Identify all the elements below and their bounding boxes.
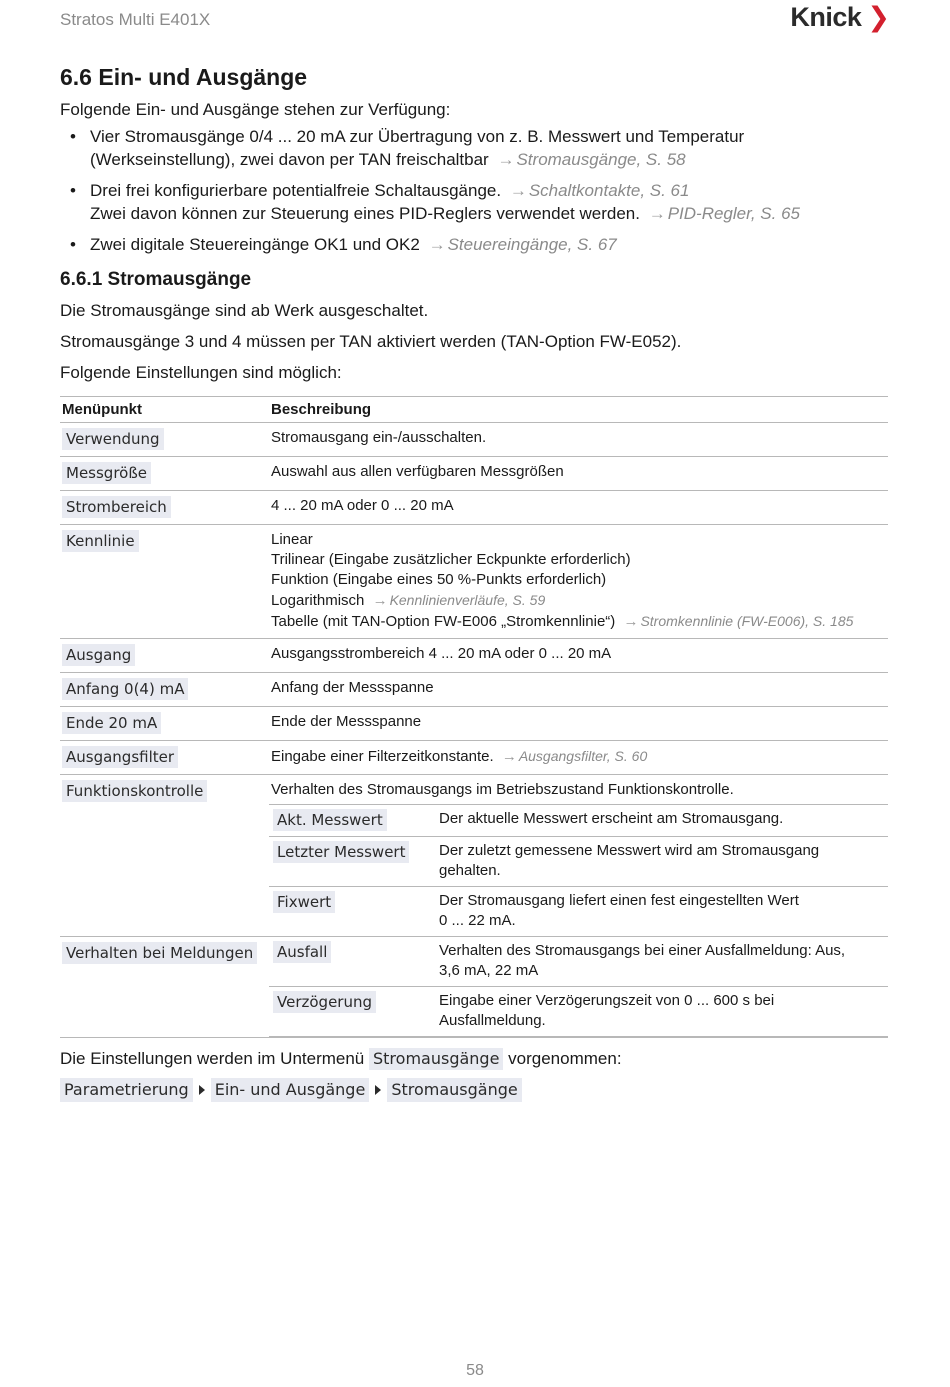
- description-text: Ausfallmeldung.: [439, 1012, 546, 1029]
- row-description: Verhalten des Stromausgangs im Betriebszustand Funktionskontrolle.: [269, 775, 888, 805]
- row-description-group: [269, 775, 888, 937]
- page-number: 58: [466, 1362, 484, 1379]
- description-text: 0 ... 22 mA.: [439, 912, 516, 929]
- menu-item-verwendung[interactable]: Verwendung: [62, 428, 164, 450]
- breadcrumb-item-parametrierung[interactable]: Parametrierung: [60, 1078, 193, 1102]
- bullet-text: Vier Stromausgänge 0/4 ... 20 mA zur Übertragung von z. B. Messwert und Temperatur: [90, 127, 745, 146]
- description-text: Der zuletzt gemessene Messwert wird am Stromausgang: [439, 842, 820, 859]
- table-row: [60, 673, 888, 707]
- sub-row: [269, 937, 888, 987]
- breadcrumb-separator-icon: [375, 1085, 381, 1095]
- cross-reference-link[interactable]: PID-Regler, S. 65: [667, 204, 800, 223]
- table-row: [60, 525, 888, 639]
- subsection-title: 6.6.1 Stromausgänge: [60, 269, 252, 290]
- cross-reference-link[interactable]: Steuereingänge, S. 67: [447, 235, 617, 254]
- curve-option: Tabelle (mit TAN-Option FW-E006 „Stromkennlinie“): [271, 613, 616, 630]
- table-row: [60, 491, 888, 525]
- option-ausfall[interactable]: Ausfall: [273, 941, 331, 963]
- option-description: [435, 887, 888, 937]
- option-description: [435, 937, 888, 987]
- page-content: [60, 60, 888, 1102]
- submenu-stromausgaenge[interactable]: Stromausgänge: [369, 1048, 503, 1070]
- curve-option: Logarithmisch: [271, 592, 365, 609]
- arrow-icon: →: [372, 592, 388, 609]
- row-description: [269, 525, 888, 639]
- table-row: [60, 639, 888, 673]
- row-description: Stromausgang ein-/ausschalten.: [269, 423, 888, 457]
- submenu-instruction: [60, 1044, 888, 1074]
- row-description: Ende der Messspanne: [269, 707, 888, 741]
- arrow-icon: →: [509, 181, 527, 200]
- logo-chevron-icon: ❯: [867, 2, 890, 32]
- table-row: [60, 457, 888, 491]
- sub-row: [269, 805, 888, 837]
- menu-item-anfang[interactable]: Anfang 0(4) mA: [62, 678, 188, 700]
- curve-option: Linear: [271, 531, 313, 548]
- brand-logo: [790, 2, 890, 33]
- option-description: Der aktuelle Messwert erscheint am Stromausgang.: [439, 810, 784, 827]
- row-description-group: [269, 937, 888, 1038]
- menu-item-funktionskontrolle[interactable]: Funktionskontrolle: [62, 780, 207, 802]
- instruction-text: vorgenommen:: [508, 1049, 622, 1068]
- option-fixwert[interactable]: Fixwert: [273, 891, 335, 913]
- sub-table: [269, 805, 888, 936]
- description-text: gehalten.: [439, 862, 501, 879]
- description-text: Der Stromausgang liefert einen fest eingestellten Wert: [439, 892, 799, 909]
- bullet-text: Drei frei konfigurierbare potentialfreie Schaltausgänge.: [90, 181, 502, 200]
- sub-row: [269, 887, 888, 937]
- option-description: [435, 837, 888, 887]
- column-header-menu: Menüpunkt: [60, 397, 269, 423]
- cross-reference-link[interactable]: Schaltkontakte, S. 61: [528, 181, 690, 200]
- menu-item-ausgang[interactable]: Ausgang: [62, 644, 135, 666]
- description-text: 3,6 mA, 22 mA: [439, 962, 539, 979]
- menu-item-ausgangsfilter[interactable]: Ausgangsfilter: [62, 746, 178, 768]
- list-item: [60, 179, 888, 225]
- table-row: [60, 741, 888, 775]
- description-text: Eingabe einer Verzögerungszeit von 0 ... 600 s bei: [439, 992, 775, 1009]
- sub-table: [269, 937, 888, 1037]
- settings-table: [60, 396, 888, 1038]
- row-description: Auswahl aus allen verfügbaren Messgrößen: [269, 457, 888, 491]
- list-item: [60, 233, 888, 256]
- table-row: [60, 937, 888, 1038]
- row-description: [269, 741, 888, 775]
- io-list: [60, 125, 888, 256]
- bullet-text: (Werkseinstellung), zwei davon per TAN freischaltbar: [90, 150, 489, 169]
- logo-text: Knick: [790, 2, 862, 32]
- arrow-icon: →: [428, 235, 446, 254]
- arrow-icon: →: [497, 150, 515, 169]
- paragraph: Folgende Einstellungen sind möglich:: [60, 363, 342, 382]
- menu-item-strombereich[interactable]: Strombereich: [62, 496, 171, 518]
- row-description: Anfang der Messspanne: [269, 673, 888, 707]
- section-title: 6.6 Ein- und Ausgänge: [60, 64, 308, 90]
- arrow-icon: →: [501, 748, 517, 765]
- bullet-text: Zwei davon können zur Steuerung eines PID-Reglers verwendet werden.: [90, 204, 640, 223]
- menu-item-verhalten-bei-meldungen[interactable]: Verhalten bei Meldungen: [62, 942, 257, 964]
- menu-item-ende[interactable]: Ende 20 mA: [62, 712, 161, 734]
- arrow-icon: →: [623, 613, 639, 630]
- sub-row: [269, 837, 888, 887]
- cross-reference-link[interactable]: Stromkennlinie (FW-E006), S. 185: [640, 613, 854, 629]
- instruction-text: Die Einstellungen werden im Untermenü: [60, 1049, 365, 1068]
- breadcrumb: [60, 1078, 888, 1102]
- breadcrumb-item-ein-ausgaenge[interactable]: Ein- und Ausgänge: [211, 1078, 370, 1102]
- table-row: [60, 423, 888, 457]
- option-verzoegerung[interactable]: Verzögerung: [273, 991, 376, 1013]
- curve-option: Trilinear (Eingabe zusätzlicher Eckpunkte erforderlich): [271, 551, 631, 568]
- paragraph: Die Stromausgänge sind ab Werk ausgeschaltet.: [60, 301, 429, 320]
- description-text: Verhalten des Stromausgangs bei einer Ausfallmeldung: Aus,: [439, 942, 846, 959]
- option-akt-messwert[interactable]: Akt. Messwert: [273, 809, 387, 831]
- row-description: Ausgangsstrombereich 4 ... 20 mA oder 0 ... 20 mA: [269, 639, 888, 673]
- menu-item-messgroesse[interactable]: Messgröße: [62, 462, 151, 484]
- sub-row: [269, 987, 888, 1037]
- curve-option: Funktion (Eingabe eines 50 %-Punkts erforderlich): [271, 571, 607, 588]
- arrow-icon: →: [648, 204, 666, 223]
- cross-reference-link[interactable]: Kennlinienverläufe, S. 59: [389, 592, 546, 608]
- paragraph: Stromausgänge 3 und 4 müssen per TAN aktiviert werden (TAN-Option FW-E052).: [60, 332, 682, 351]
- table-row: [60, 775, 888, 937]
- description-text: Eingabe einer Filterzeitkonstante.: [271, 748, 494, 765]
- breadcrumb-separator-icon: [199, 1085, 205, 1095]
- table-row: [60, 707, 888, 741]
- breadcrumb-item-stromausgaenge[interactable]: Stromausgänge: [387, 1078, 521, 1102]
- cross-reference-link[interactable]: Stromausgänge, S. 58: [516, 150, 686, 169]
- column-header-description: Beschreibung: [269, 397, 888, 423]
- section-intro: Folgende Ein- und Ausgänge stehen zur Verfügung:: [60, 100, 451, 119]
- option-letzter-messwert[interactable]: Letzter Messwert: [273, 841, 409, 863]
- table-header-row: [60, 397, 888, 423]
- option-description: [435, 987, 888, 1037]
- cross-reference-link[interactable]: Ausgangsfilter, S. 60: [518, 748, 648, 764]
- header-product-name: Stratos Multi E401X: [60, 10, 211, 29]
- bullet-text: Zwei digitale Steuereingänge OK1 und OK2: [90, 235, 420, 254]
- menu-item-kennlinie[interactable]: Kennlinie: [62, 530, 139, 552]
- list-item: [60, 125, 888, 171]
- row-description: 4 ... 20 mA oder 0 ... 20 mA: [269, 491, 888, 525]
